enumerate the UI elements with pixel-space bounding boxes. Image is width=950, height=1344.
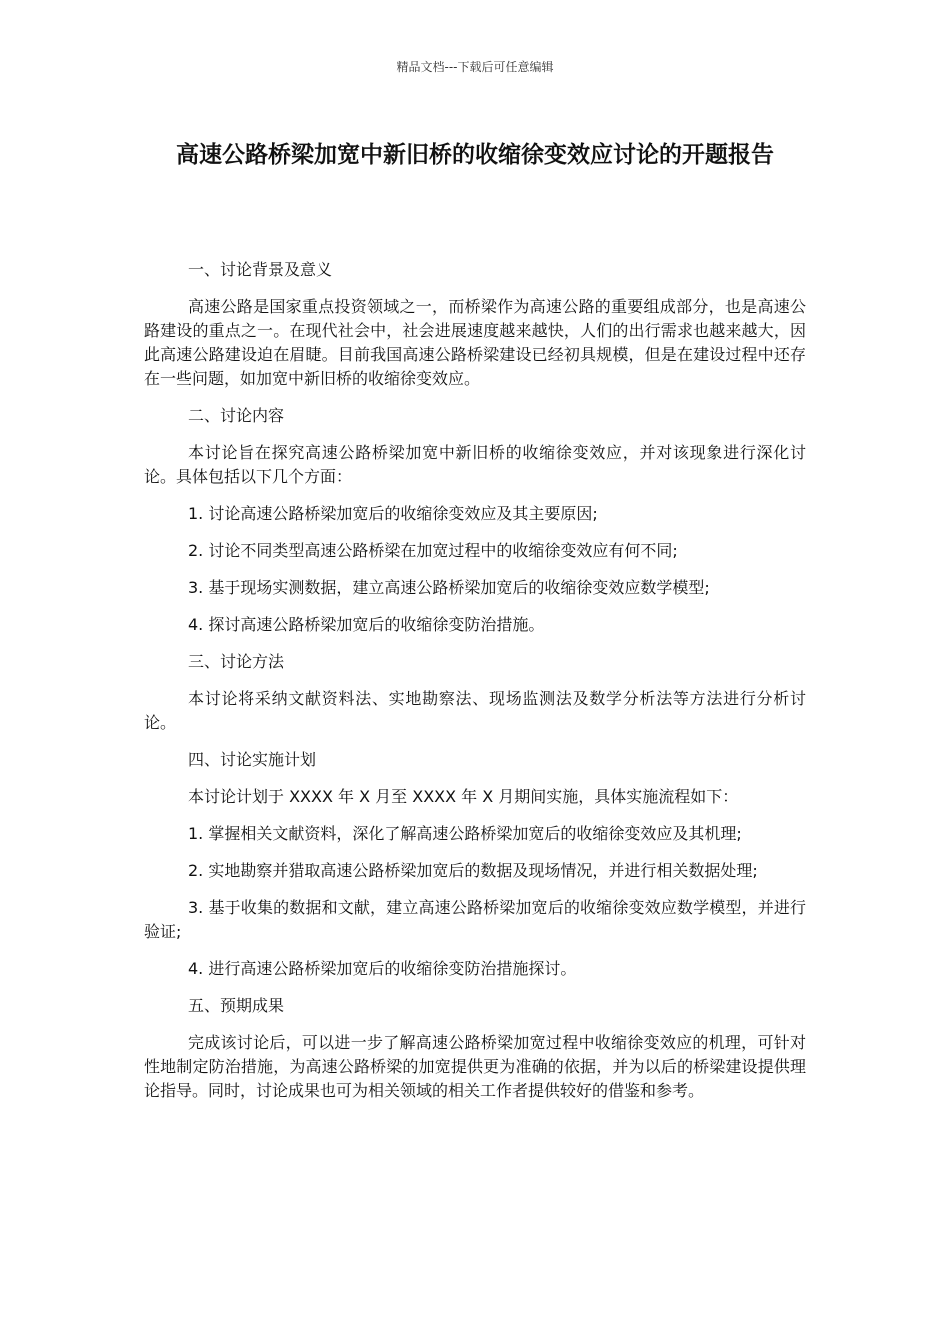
content-list-item: 4. 探讨高速公路桥梁加宽后的收缩徐变防治措施。 — [188, 615, 545, 634]
document-title: 高速公路桥梁加宽中新旧桥的收缩徐变效应讨论的开题报告 — [176, 142, 774, 168]
section-heading-content: 二、讨论内容 — [188, 406, 285, 425]
page-header: 精品文档---下载后可任意编辑 — [396, 60, 554, 74]
outcome-paragraph: 完成该讨论后，可以进一步了解高速公路桥梁加宽过程中收缩徐变效应的机理，可针对性地制定防治措施，为高速公路桥梁的加宽提供更为准确的依据，并为以后的桥梁建设提供理论指导。同时，讨论成果也可为相关领域的相关工作者提供较好的借鉴和参考。 — [144, 1033, 806, 1100]
method-paragraph: 本讨论将采纳文献资料法、实地勘察法、现场监测法及数学分析法等方法进行分析讨论。 — [144, 689, 806, 732]
section-heading-outcome: 五、预期成果 — [188, 996, 285, 1015]
content-list-item: 2. 讨论不同类型高速公路桥梁在加宽过程中的收缩徐变效应有何不同; — [188, 541, 678, 560]
content-intro-paragraph: 本讨论旨在探究高速公路桥梁加宽中新旧桥的收缩徐变效应，并对该现象进行深化讨论。具体包括以下几个方面： — [144, 443, 806, 486]
plan-intro-paragraph: 本讨论计划于 XXXX 年 X 月至 XXXX 年 X 月期间实施，具体实施流程如下： — [188, 787, 739, 806]
document-body — [144, 258, 806, 1116]
section-heading-method: 三、讨论方法 — [188, 652, 285, 671]
plan-list-item: 3. 基于收集的数据和文献，建立高速公路桥梁加宽后的收缩徐变效应数学模型，并进行验证; — [144, 898, 806, 941]
content-list-item: 3. 基于现场实测数据，建立高速公路桥梁加宽后的收缩徐变效应数学模型; — [188, 578, 710, 597]
section-heading-plan: 四、讨论实施计划 — [188, 750, 317, 769]
plan-list-item: 2. 实地勘察并猎取高速公路桥梁加宽后的数据及现场情况，并进行相关数据处理; — [188, 861, 758, 880]
plan-list-item: 1. 掌握相关文献资料，深化了解高速公路桥梁加宽后的收缩徐变效应及其机理; — [188, 824, 742, 843]
background-paragraph: 高速公路是国家重点投资领域之一，而桥梁作为高速公路的重要组成部分，也是高速公路建设的重点之一。在现代社会中，社会进展速度越来越快，人们的出行需求也越来越大，因此高速公路建设迫在眉睫。目前我国高速公路桥梁建设已经初具规模，但是在建设过程中还存在一些问题，如加宽中新旧桥的收缩徐变效应。 — [144, 297, 806, 388]
section-heading-background: 一、讨论背景及意义 — [188, 260, 333, 279]
plan-list-item: 4. 进行高速公路桥梁加宽后的收缩徐变防治措施探讨。 — [188, 959, 577, 978]
content-list-item: 1. 讨论高速公路桥梁加宽后的收缩徐变效应及其主要原因; — [188, 504, 598, 523]
